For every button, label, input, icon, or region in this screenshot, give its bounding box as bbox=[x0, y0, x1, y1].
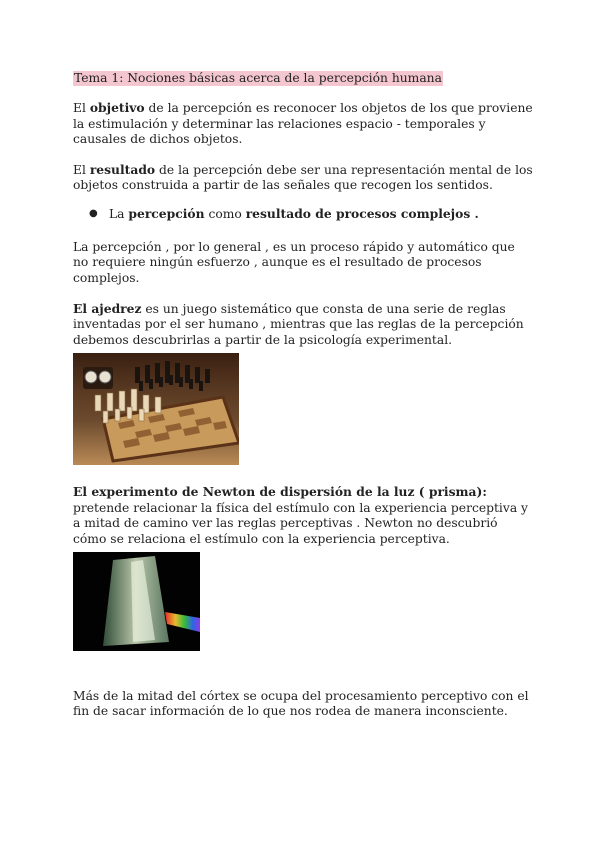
bold-term: resultado bbox=[89, 161, 156, 177]
bullet-icon: ● bbox=[89, 208, 98, 220]
page-title: Tema 1: Nociones básicas acerca de la percepción humana bbox=[74, 71, 442, 85]
bold-term: El ajedrez bbox=[73, 301, 142, 317]
text-run: El bbox=[73, 101, 90, 116]
spectrum-beam bbox=[165, 612, 200, 632]
text-run: El bbox=[73, 162, 90, 177]
text-run: pretende relacionar la física del estímulo con la experiencia perceptiva y a mitad de camino ver las reglas perceptivas . Newton no descubrió cómo se relaciona el estímulo con la experiencia perceptiva. bbox=[73, 500, 529, 546]
text-run: de la percepción es reconocer los objetos de los que proviene la estimulación y determinar las relaciones espacio - temporales y causales de dichos objetos. bbox=[73, 101, 533, 147]
paragraph-resultado bbox=[73, 162, 533, 194]
prism-image bbox=[73, 552, 200, 651]
clock-face-left bbox=[85, 371, 97, 383]
chessboard-illustration bbox=[73, 353, 239, 465]
bullet-text bbox=[109, 206, 479, 222]
bold-term: percepción bbox=[128, 206, 205, 222]
text-run: como bbox=[204, 207, 246, 222]
chess-image bbox=[73, 353, 239, 465]
text-run: es un juego sistemático que consta de una serie de reglas inventadas por el ser humano , mientras que las reglas de la percepción debemos descubrirlas a partir de la psicología experimental. bbox=[73, 302, 524, 347]
black-pieces bbox=[135, 361, 210, 391]
bold-term: El experimento de Newton de dispersión de la luz ( prisma): bbox=[73, 484, 487, 500]
bold-term: resultado de procesos complejos . bbox=[245, 206, 479, 222]
prism-illustration bbox=[73, 552, 200, 651]
paragraph-percepcion: La percepción , por lo general , es un proceso rápido y automático que no requiere ningún esfuerzo , aunque es el resultado de procesos complejos. bbox=[73, 239, 515, 285]
bold-term: objetivo bbox=[89, 100, 145, 116]
clock-face-right bbox=[99, 371, 111, 383]
text-run: de la percepción debe ser una representación mental de los objetos construida a partir de las señales que recogen los sentidos. bbox=[73, 162, 533, 193]
text-run: La bbox=[109, 207, 129, 222]
paragraph-objetivo bbox=[73, 100, 533, 147]
paragraph-cortex: Más de la mitad del córtex se ocupa del procesamiento perceptivo con el fin de sacar información de lo que nos rodea de manera inconsciente. bbox=[73, 688, 529, 719]
bullet-item bbox=[73, 206, 533, 222]
document-page bbox=[73, 71, 533, 720]
paragraph-newton bbox=[73, 484, 533, 547]
paragraph-ajedrez bbox=[73, 301, 533, 348]
